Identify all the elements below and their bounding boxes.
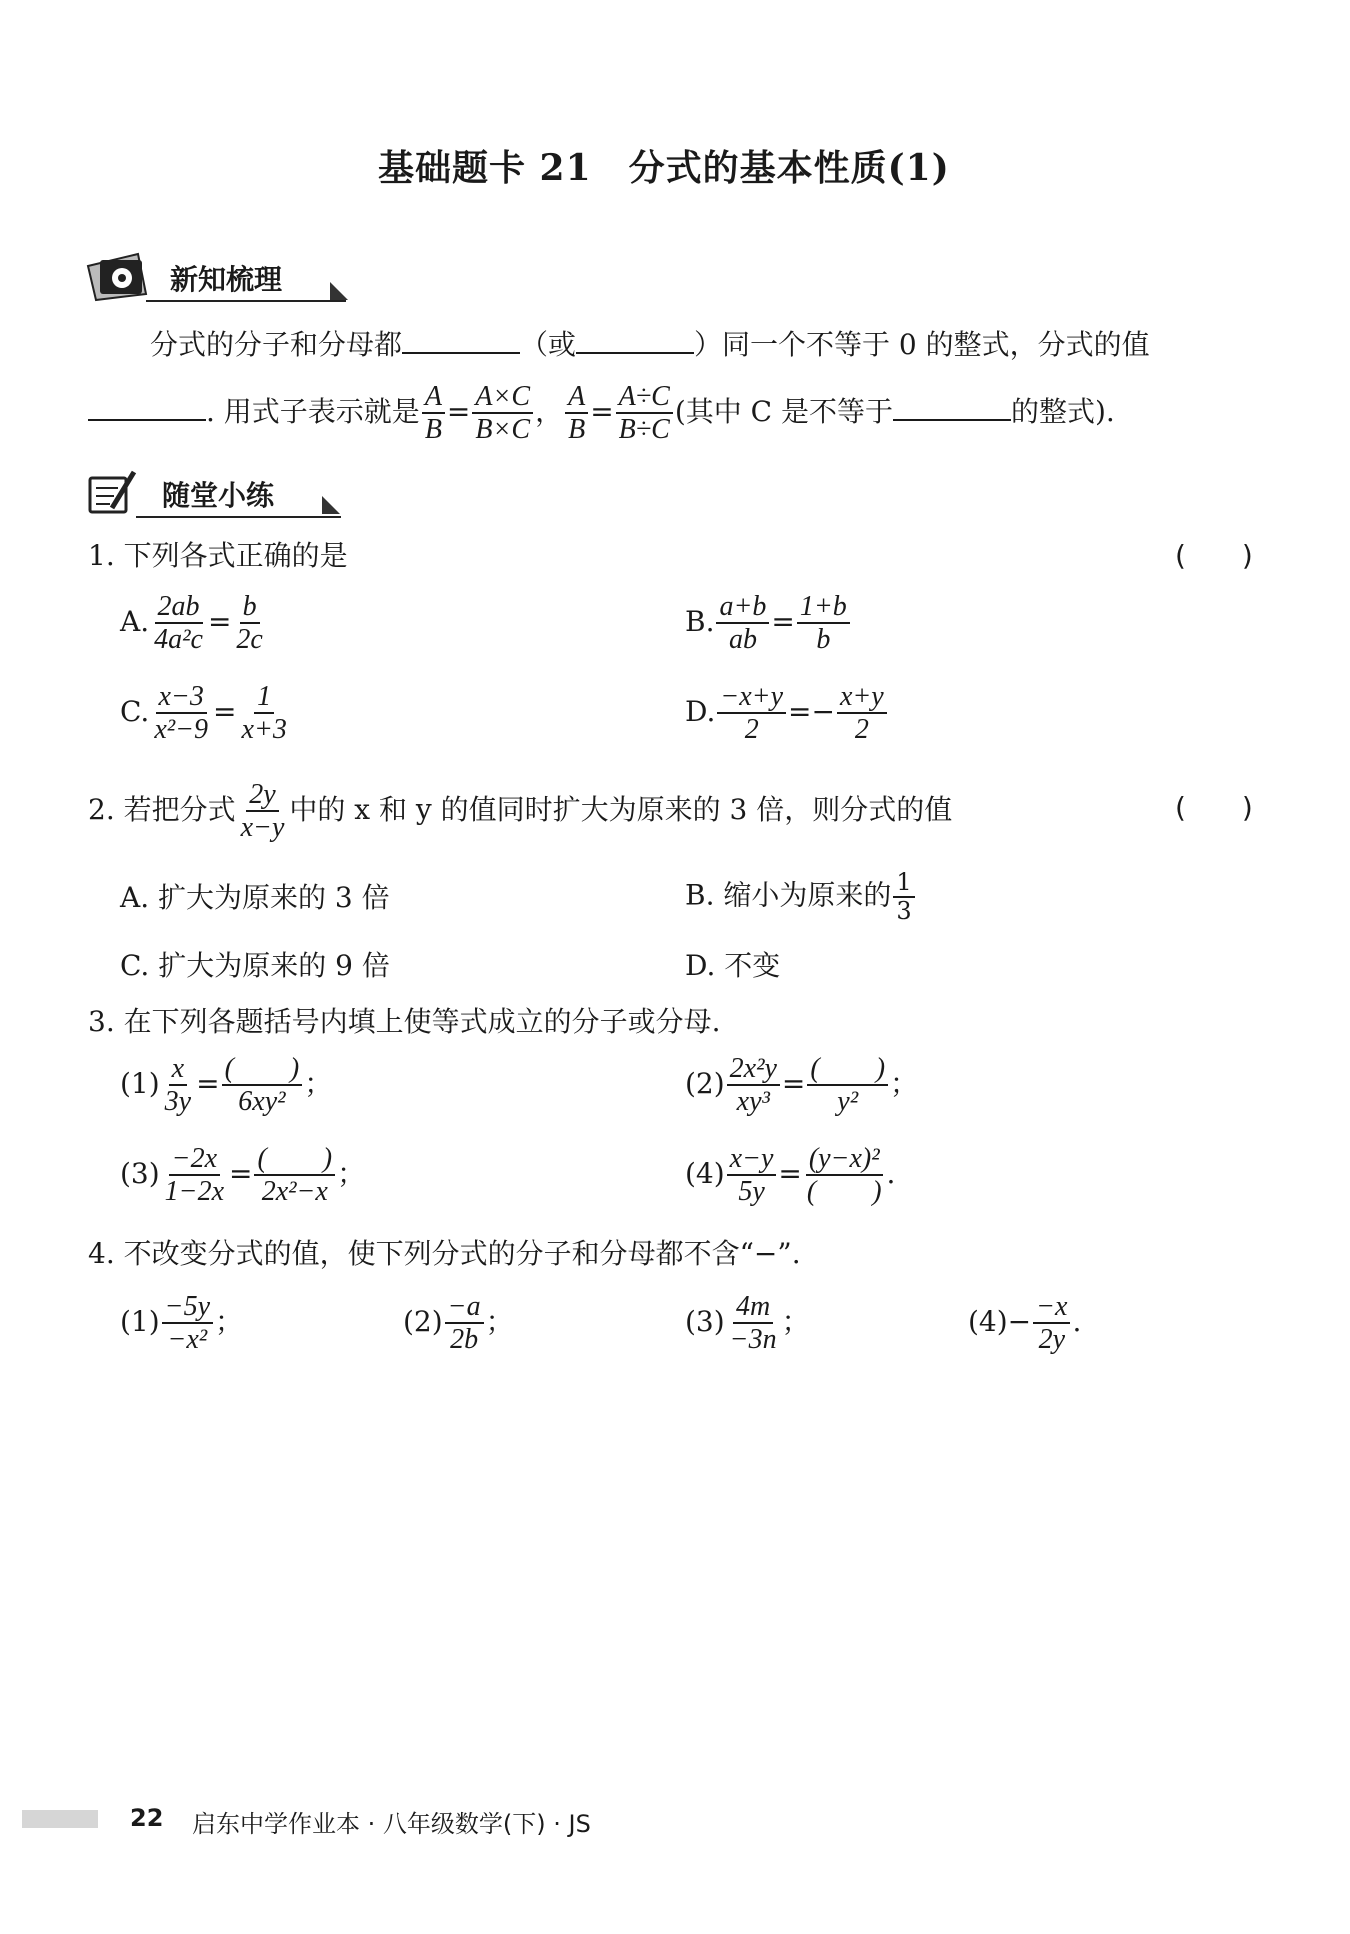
fraction: $\frac{-x+y}{2}$	[717, 682, 786, 745]
answer-bracket[interactable]: ( )	[1175, 791, 1253, 824]
section-heading-label: 新知梳理	[170, 263, 283, 296]
knowledge-text: （或	[520, 328, 577, 361]
knowledge-text: ）同一个不等于 0 的整式，分式的值	[694, 328, 1150, 361]
q4-part-2: (2) $\frac{-a}{2b}$ ；	[403, 1291, 514, 1356]
question-3-stem: 3. 在下列各题括号内填上使等式成立的分子或分母.	[88, 1005, 721, 1038]
q2-option-d[interactable]: D. 不变	[685, 949, 781, 982]
fill-in-fraction[interactable]: $\frac{\text{(y−x)²}}{( )}$	[806, 1143, 882, 1208]
q1-option-b[interactable]: B. $\frac{a+b}{ab}$ = $\frac{1+b}{b}$	[685, 592, 852, 655]
footer-book-title: 启东中学作业本 · 八年级数学(下) · JS	[192, 1810, 591, 1838]
question-1-stem: 1. 下列各式正确的是	[88, 539, 348, 572]
fill-in-fraction[interactable]: $\frac{( )}{\text{2x²−x}}$	[254, 1144, 335, 1207]
knowledge-text: 的整式).	[1010, 394, 1115, 428]
answer-blank[interactable]	[576, 326, 694, 354]
fraction: $\frac{1}{x+3}$	[241, 681, 287, 746]
q4-part-4: (4)− $\frac{-x}{2y}$ .	[968, 1291, 1082, 1356]
q2-option-b[interactable]: B. 缩小为原来的 $\frac{1}{3}$	[685, 870, 917, 924]
fraction: $\frac{A}{B}$	[565, 382, 588, 445]
answer-blank[interactable]	[402, 326, 520, 354]
section-heading-new-knowledge	[86, 252, 351, 304]
q2-option-a[interactable]: A. 扩大为原来的 3 倍	[120, 881, 390, 914]
fraction: $\frac{a+b}{ab}$	[716, 592, 769, 655]
knowledge-text: 分式的分子和分母都	[150, 328, 403, 361]
knowledge-text: . 用式子表示就是	[206, 394, 420, 428]
answer-blank[interactable]	[893, 393, 1011, 421]
fraction: $\frac{1+b}{b}$	[797, 592, 850, 655]
q3-part-2: (2) $\frac{\text{2x²y}}{\text{xy³}}$ = $\frac{( )}{\text{y²}}$ ；	[685, 1053, 919, 1118]
q3-part-1: (1) $\frac{x}{3y}$ = $\frac{( )}{\text{6xy²}}$ ；	[120, 1053, 333, 1118]
question-2-stem: 2. 若把分式 $\frac{2y}{x-y}$ 中的 x 和 y 的值同时扩大为原来的 3 倍，则分式的值	[88, 779, 953, 844]
footer-gray-bar	[22, 1810, 98, 1828]
question-4-stem: 4. 不改变分式的值，使下列分式的分子和分母都不含“−”.	[88, 1237, 801, 1270]
q3-part-3: (3) $\frac{-2x}{1-2x}$ = $\frac{( )}{\text{2x²−x}}$ ；	[120, 1143, 366, 1208]
knowledge-line-1	[150, 326, 1150, 363]
triangle-marker-icon	[328, 280, 350, 302]
fraction: $\frac{A}{B}$	[422, 382, 445, 445]
q3-part-4: (4) $\frac{x-y}{5y}$ = $\frac{\text{(y−x)²}}{( )}$ .	[685, 1143, 896, 1208]
q4-part-1: (1) $\frac{-5y}{\text{−x²}}$ ；	[120, 1291, 244, 1356]
fraction: $\frac{b}{2c}$	[236, 591, 263, 656]
q4-part-3: (3) $\frac{4m}{-3n}$ ；	[685, 1291, 810, 1356]
fraction: $\frac{2ab}{\text{4a²c}}$	[154, 591, 203, 656]
section-heading-practice	[86, 468, 346, 520]
camera-icon	[86, 252, 152, 302]
section-heading-label: 随堂小练	[162, 479, 275, 512]
q1-option-a[interactable]: A. $\frac{2ab}{\text{4a²c}}$ = $\frac{b}{2c}$	[120, 592, 268, 655]
answer-bracket[interactable]: ( )	[1175, 539, 1253, 572]
triangle-marker-icon	[320, 494, 342, 516]
fraction: $\frac{A\div C}{B\div C}$	[616, 382, 673, 445]
fraction: $\frac{x-3}{\text{x²−9}}$	[154, 681, 209, 746]
answer-blank[interactable]	[88, 393, 206, 421]
fraction: $\frac{x+y}{2}$	[837, 682, 887, 745]
fraction: $\frac{1}{3}$	[893, 870, 914, 924]
page-number: 22	[130, 1804, 164, 1832]
heading-underline	[136, 516, 341, 518]
knowledge-text: (其中 C 是不等于	[674, 394, 893, 428]
equals-sign: =	[446, 394, 471, 428]
q1-option-d[interactable]: D. $\frac{-x+y}{2}$ =− $\frac{x+y}{2}$	[685, 682, 889, 745]
fill-in-fraction[interactable]: $\frac{( )}{\text{6xy²}}$	[222, 1054, 303, 1117]
fraction: $\frac{A\times C}{B\times C}$	[472, 382, 533, 445]
equals-sign: =	[590, 394, 614, 428]
heading-underline	[146, 300, 346, 302]
knowledge-line-2	[88, 382, 1115, 445]
comma: ，	[535, 394, 564, 428]
q2-option-c[interactable]: C. 扩大为原来的 9 倍	[120, 949, 390, 982]
q1-option-c[interactable]: C. $\frac{x-3}{\text{x²−9}}$ = $\frac{1}{x+3}$	[120, 682, 292, 745]
fill-in-fraction[interactable]: $\frac{( )}{\text{y²}}$	[807, 1054, 888, 1117]
page-title: 基础题卡 21 分式的基本性质(1)	[378, 147, 950, 189]
notebook-pen-icon	[86, 468, 142, 516]
fraction: $\frac{2y}{x-y}$	[240, 779, 285, 844]
